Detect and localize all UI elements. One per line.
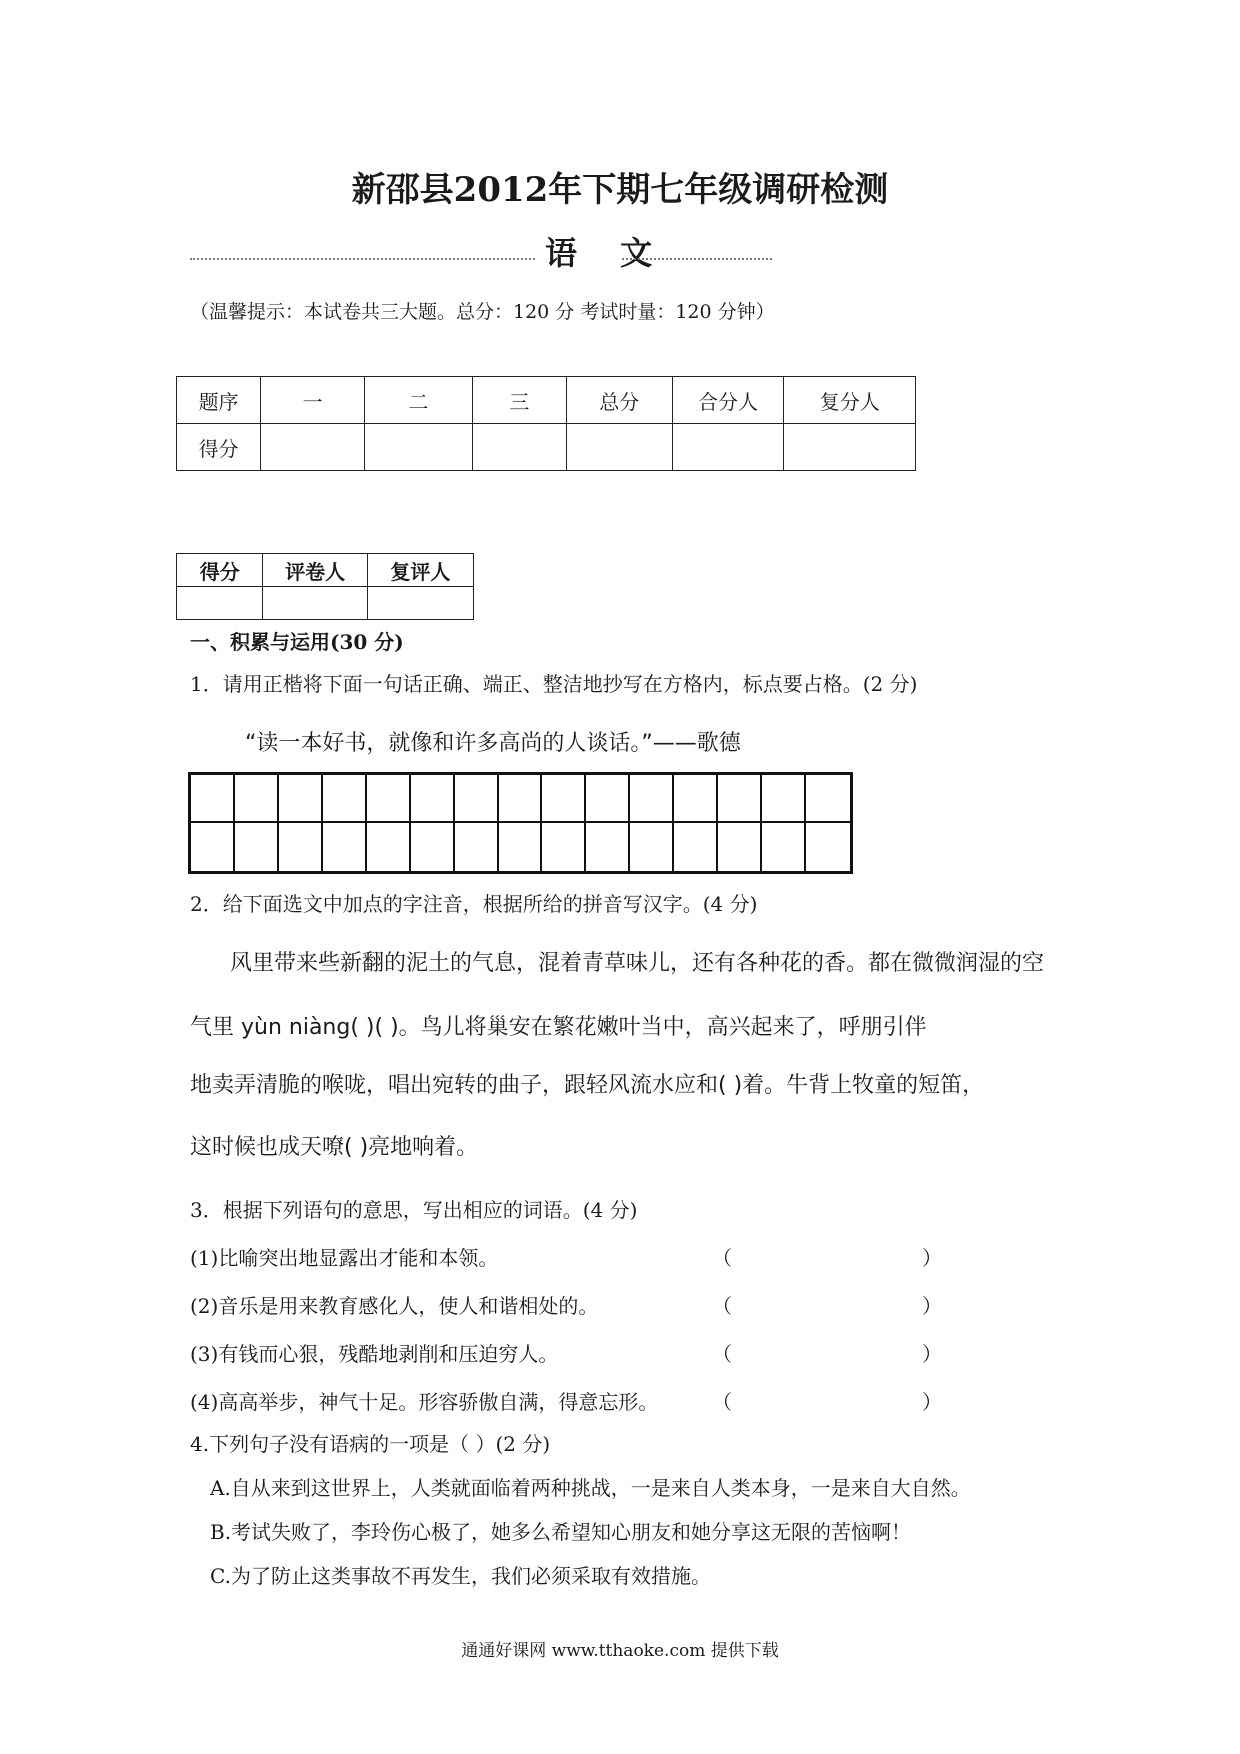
- grid-cell: [718, 775, 762, 823]
- grid-cell: [279, 823, 323, 871]
- score-cell[interactable]: [672, 424, 784, 471]
- question-4: 4.下列句子没有语病的一项是（ ）(2 分): [190, 1432, 551, 1456]
- grid-cell: [279, 775, 323, 823]
- grid-cell: [455, 775, 499, 823]
- passage-line: 这时候也成天嘹( )亮地响着。: [190, 1135, 479, 1160]
- grid-cell: [586, 823, 630, 871]
- blank-cell[interactable]: [263, 587, 367, 620]
- q3-item: (3)有钱而心狠，残酷地剥削和压迫穷人。: [190, 1342, 559, 1366]
- grid-cell: [191, 823, 235, 871]
- q3-item: (1)比喻突出地显露出才能和本领。: [190, 1246, 499, 1270]
- dotted-line-right: [622, 258, 772, 260]
- dotted-line-left: [190, 258, 535, 260]
- answer-paren-open: （: [712, 1246, 732, 1270]
- score-cell[interactable]: [365, 424, 473, 471]
- passage-line: 地卖弄清脆的喉咙，唱出宛转的曲子，跟轻风流水应和( )着。牛背上牧童的短笛，: [190, 1073, 985, 1098]
- option-b: B.考试失败了，李玲伤心极了，她多么希望知心朋友和她分享这无限的苦恼啊！: [210, 1520, 912, 1544]
- grid-cell: [455, 823, 499, 871]
- passage-line: 风里带来些新翻的泥土的气息，混着青草味儿，还有各种花的香。都在微微润湿的空: [230, 951, 1045, 976]
- passage-line: 气里 yùn niàng( )( )。鸟儿将巢安在繁花嫩叶当中，高兴起来了，呼朋引伴: [190, 1015, 927, 1040]
- grid-cell: [411, 775, 455, 823]
- answer-paren-open: （: [712, 1342, 732, 1366]
- q3-item: (4)高高举步，神气十足。形容骄傲自满，得意忘形。: [190, 1390, 659, 1414]
- header-cell: 题序: [177, 377, 261, 424]
- grid-cell: [323, 823, 367, 871]
- review-table-header-row: [177, 554, 474, 587]
- grid-cell: [367, 775, 411, 823]
- answer-paren-close: ）: [922, 1294, 942, 1318]
- grid-cell: [499, 775, 543, 823]
- grid-cell: [235, 823, 279, 871]
- q3-item: (2)音乐是用来教育感化人，使人和谐相处的。: [190, 1294, 599, 1318]
- subject-label: 语 文: [545, 234, 669, 272]
- header-cell: 三: [472, 377, 566, 424]
- grid-cell: [191, 775, 235, 823]
- blank-cell[interactable]: [367, 587, 473, 620]
- grid-cell: [806, 823, 850, 871]
- score-table: [176, 376, 916, 471]
- grid-cell: [806, 775, 850, 823]
- score-table-score-row: [177, 424, 916, 471]
- grid-cell: [674, 823, 718, 871]
- header-cell: 评卷人: [263, 554, 367, 587]
- exam-note: （温馨提示：本试卷共三大题。总分：120 分 考试时量：120 分钟）: [190, 301, 775, 323]
- grid-cell: [235, 775, 279, 823]
- header-cell: 总分: [566, 377, 672, 424]
- score-cell[interactable]: [261, 424, 365, 471]
- score-table-header-row: [177, 377, 916, 424]
- answer-paren-close: ）: [922, 1390, 942, 1414]
- answer-paren-open: （: [712, 1294, 732, 1318]
- score-cell[interactable]: [784, 424, 916, 471]
- review-table-blank-row: [177, 587, 474, 620]
- grid-cell: [411, 823, 455, 871]
- subject-row: [190, 228, 770, 272]
- grid-cell: [674, 775, 718, 823]
- header-cell: 一: [261, 377, 365, 424]
- answer-paren-open: （: [712, 1390, 732, 1414]
- blank-cell[interactable]: [177, 587, 263, 620]
- exam-title: 新邵县2012年下期七年级调研检测: [351, 170, 889, 210]
- question-2: 2．给下面选文中加点的字注音，根据所给的拼音写汉字。(4 分): [190, 892, 758, 916]
- header-cell: 二: [365, 377, 473, 424]
- footer-credit: 通通好课网 www.tthaoke.com 提供下载: [461, 1641, 779, 1661]
- header-cell: 合分人: [672, 377, 784, 424]
- header-cell: 复分人: [784, 377, 916, 424]
- section-title: 一、积累与运用(30 分): [190, 630, 404, 654]
- grid-cell: [718, 823, 762, 871]
- header-cell: 得分: [177, 554, 263, 587]
- grid-cell: [542, 823, 586, 871]
- grid-cell: [630, 823, 674, 871]
- review-table: [176, 553, 474, 620]
- score-cell[interactable]: [472, 424, 566, 471]
- header-cell: 复评人: [367, 554, 473, 587]
- grid-cell: [586, 775, 630, 823]
- quote: “读一本好书，就像和许多高尚的人谈话。”——歌德: [245, 731, 741, 756]
- grid-cell: [762, 823, 806, 871]
- option-c: C.为了防止这类事故不再发生，我们必须采取有效措施。: [210, 1564, 711, 1588]
- grid-cell: [630, 775, 674, 823]
- grid-cell: [762, 775, 806, 823]
- option-a: A.自从来到这世界上，人类就面临着两种挑战，一是来自人类本身，一是来自大自然。: [210, 1476, 971, 1500]
- question-1: 1．请用正楷将下面一句话正确、端正、整洁地抄写在方格内，标点要占格。(2 分): [190, 672, 918, 696]
- question-3: 3．根据下列语句的意思，写出相应的词语。(4 分): [190, 1198, 638, 1222]
- answer-paren-close: ）: [922, 1246, 942, 1270]
- answer-paren-close: ）: [922, 1342, 942, 1366]
- grid-cell: [542, 775, 586, 823]
- grid-cell: [323, 775, 367, 823]
- writing-grid[interactable]: [188, 772, 853, 874]
- grid-cell: [367, 823, 411, 871]
- grid-cell: [499, 823, 543, 871]
- score-cell[interactable]: [566, 424, 672, 471]
- row-label: 得分: [177, 424, 261, 471]
